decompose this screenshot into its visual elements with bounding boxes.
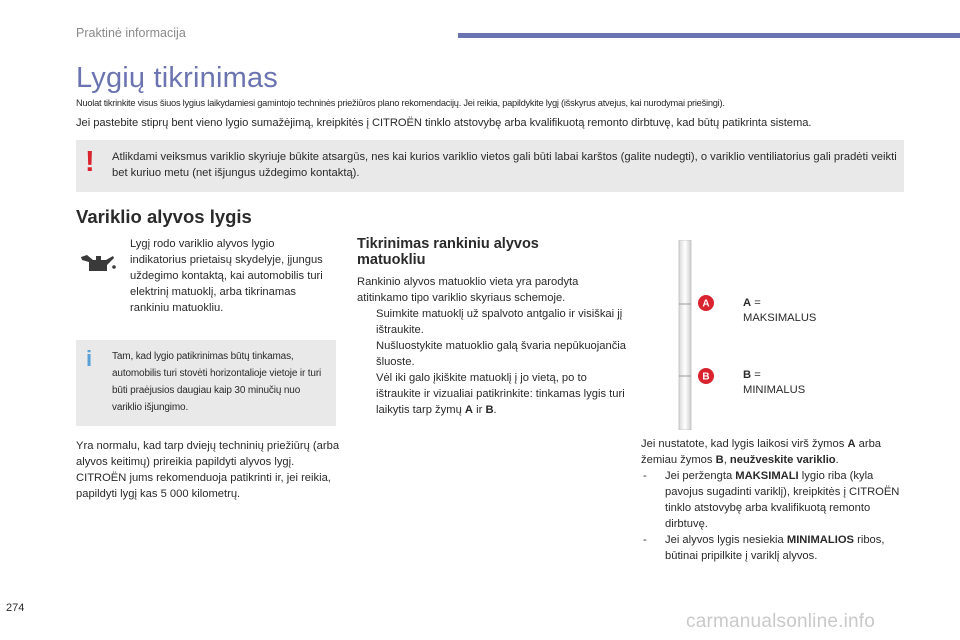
intro-line-2: Jei pastebite stiprų bent vieno lygio sumažėjimą, kreipkitės į CITROËN tinklo atstovybę arba kvalifikuotą remonto dirbtuvę, kad būtų patikrinta sistema. xyxy=(76,117,812,129)
marker-a-letter: A xyxy=(702,298,710,310)
step-text: Vėl iki galo įkiškite matuoklį į jo vietą, po to ištraukite ir vizualiai patikrinkite: tinkamas lygis turi laikytis tarp žymų A ir B. xyxy=(376,372,625,416)
list-item xyxy=(357,370,627,418)
exclamation-icon: ! xyxy=(85,146,95,178)
level-result-text: Jei nustatote, kad lygis laikosi virš žymos A arba žemiau žymos B, neužveskite variklio. xyxy=(641,438,882,466)
page-number: 274 xyxy=(6,602,25,614)
info-icon: i xyxy=(86,346,93,371)
marker-a-label: A = MAKSIMALUS xyxy=(743,297,817,324)
warning-box xyxy=(76,140,904,192)
info-box xyxy=(76,340,336,426)
watermark: carmanualsonline.info xyxy=(686,611,876,632)
list-item xyxy=(357,338,627,370)
oil-indicator-text: Lygį rodo variklio alyvos lygio indikatorius prietaisų skydelyje, įjungus uždegimo kontaktą, kai automobilis turi elektrinį matuoklį, arba tikrinamas rankiniu matuokliu. xyxy=(130,238,323,314)
step-text: Nušluostykite matuoklio galą švaria nepūkuojančia šluoste. xyxy=(376,340,626,368)
marker-a-badge xyxy=(698,295,714,311)
list-item: - Jei alyvos lygis nesiekia MINIMALIOS ribos, būtinai pripilkite į variklį alyvos. xyxy=(643,534,885,562)
list-item xyxy=(357,306,627,338)
info-text: Tam, kad lygio patikrinimas būtų tinkamas, automobilis turi stovėti horizontalioje vietoje ir turi būti praėjusios daugiau kaip 30 minučių nuo variklio išjungimo. xyxy=(112,351,322,413)
intro-line-1: Nuolat tikrinkite visus šiuos lygius laikydamiesi gamintojo techninės priežiūros plano rekomendacijų. Jei reikia, papildykite lygį (išskyrus atvejus, kai nurodymai priešingi). xyxy=(76,98,725,108)
manual-check-intro: Rankinio alyvos matuoklio vieta yra parodyta atitinkamo tipo variklio skyriaus schemoje. xyxy=(357,276,579,304)
page-title: Lygių tikrinimas xyxy=(76,62,278,94)
warning-text: Atlikdami veiksmus variklio skyriuje būkite atsargūs, nes kai kurios variklio vietos gali būti labai karštos (galite nudegti), o variklio ventiliatorius gali pradėti veikti bet kuriuo metu (net išjungus uždegimo kontaktą). xyxy=(112,151,897,179)
marker-b-badge xyxy=(698,368,714,384)
manual-check-steps xyxy=(357,306,627,418)
header-rule xyxy=(458,33,960,38)
marker-b-label: B = MINIMALUS xyxy=(743,369,806,396)
list-item: - Jei peržengta MAKSIMALI lygio riba (kyla pavojus sugadinti variklį), kreipkitės į CITROËN tinklo atstovybę arba kvalifikuotą remonto dirbtuvę. xyxy=(643,470,900,530)
step-text: Suimkite matuoklį už spalvoto antgalio ir visiškai jį ištraukite. xyxy=(376,308,623,336)
service-interval-text: Yra normalu, kad tarp dviejų techninių priežiūrų (arba alyvos keitimų) prireikia papildyti alyvos lygį. CITROËN jums rekomenduoja patikrinti ir, jei reikia, papildyti lygį kas 5 000 kilometrų. xyxy=(76,440,340,500)
oil-can-icon xyxy=(80,252,116,274)
header-section: Praktinė informacija xyxy=(76,26,186,40)
level-result-list xyxy=(641,468,911,564)
section-heading-engine-oil: Variklio alyvos lygis xyxy=(76,206,252,227)
dipstick-illustration xyxy=(665,240,715,430)
manual-check-heading: Tikrinimas rankiniu alyvos matuokliu xyxy=(357,236,539,268)
marker-b-letter: B xyxy=(702,371,710,383)
